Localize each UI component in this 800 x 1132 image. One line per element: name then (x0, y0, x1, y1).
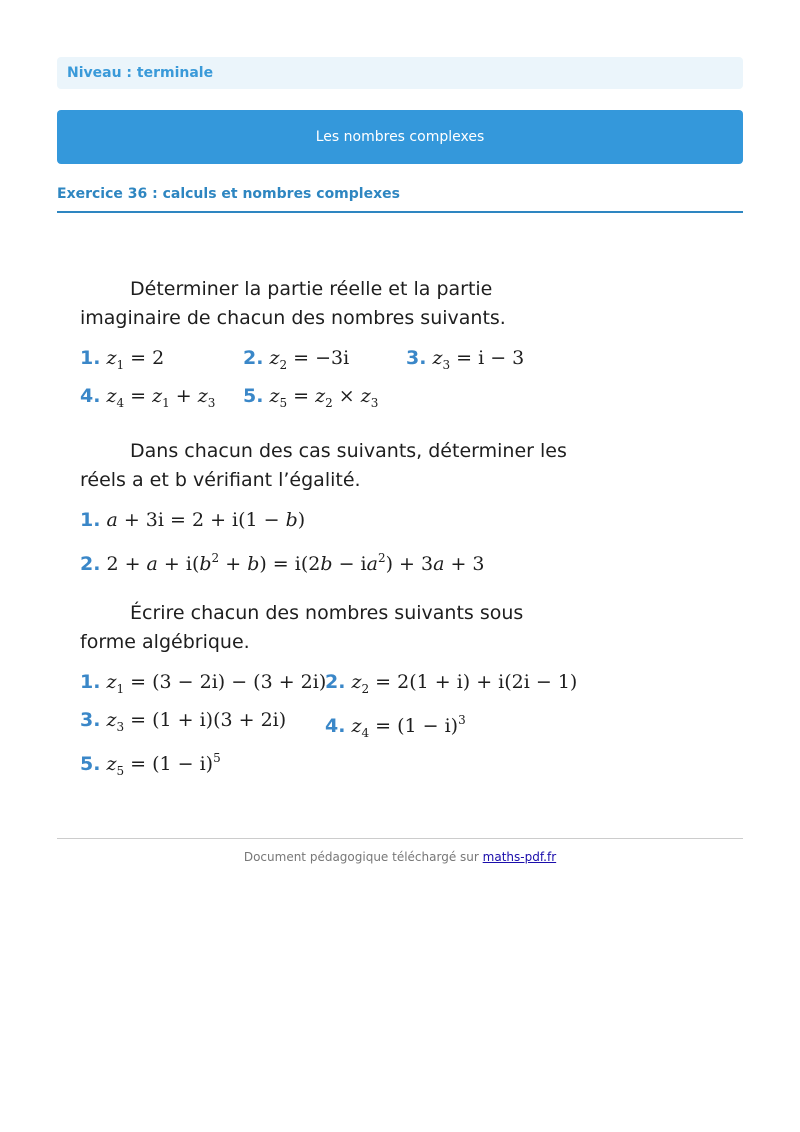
footer-link[interactable]: maths-pdf.fr (482, 850, 557, 864)
part2-item-2: 2. $2 + a + i(b^2 + b) = i(2b - ia^2) + 3a + 3$ (80, 551, 485, 575)
part1-row-2 (80, 377, 580, 415)
part1-item-1: 1. $z_1 = 2$ (80, 347, 165, 372)
level-badge: Niveau : terminale (57, 57, 743, 89)
part1-row-1 (80, 339, 580, 377)
exercise-title: Exercice 36 : calculs et nombres complexes (57, 186, 743, 213)
footer-divider (57, 838, 743, 839)
part1-item-2: 2. $z_2 = -3i$ (243, 347, 350, 372)
part1-intro: Déterminer la partie réelle et la partie imaginaire de chacun des nombres suivants. (80, 278, 506, 329)
exercise-body (80, 275, 580, 777)
part3-item-2: 2. $z_2 = 2(1 + i) + i(2i - 1)$ (325, 671, 578, 696)
part3-row-2 (80, 701, 580, 739)
chapter-banner: Les nombres complexes (57, 110, 743, 164)
part2-item-1: 1. a + 3i = 2 + i(1 − b) (80, 509, 306, 531)
part1-item-3: 3. $z_3 = i - 3$ (406, 347, 525, 372)
footer-text: Document pédagogique téléchargé sur (243, 850, 479, 864)
part3-intro: Écrire chacun des nombres suivants sous forme algébrique. (80, 602, 524, 653)
part3-row-3 (80, 739, 580, 777)
part3-item-3: 3. $z_3 = (1 + i)(3 + 2i)$ (80, 709, 287, 734)
part3-item-5: 5. $z_5 = (1 - i)^5$ (80, 751, 221, 778)
part3-item-1: 1. $z_1 = (3 - 2i) - (3 + 2i)$ (80, 671, 327, 696)
part3-row-1 (80, 663, 580, 701)
part3-item-4: 4. $z_4 = (1 - i)^3$ (325, 713, 466, 740)
footer (0, 850, 800, 864)
part2-intro: Dans chacun des cas suivants, déterminer les réels a et b vérifiant l’égalité. (80, 440, 567, 491)
part1-item-4: 4. $z_4 = z_1 + z_3$ (80, 385, 216, 410)
part1-item-5: 5. $z_5 = z_2 \times z_3$ (243, 385, 379, 410)
